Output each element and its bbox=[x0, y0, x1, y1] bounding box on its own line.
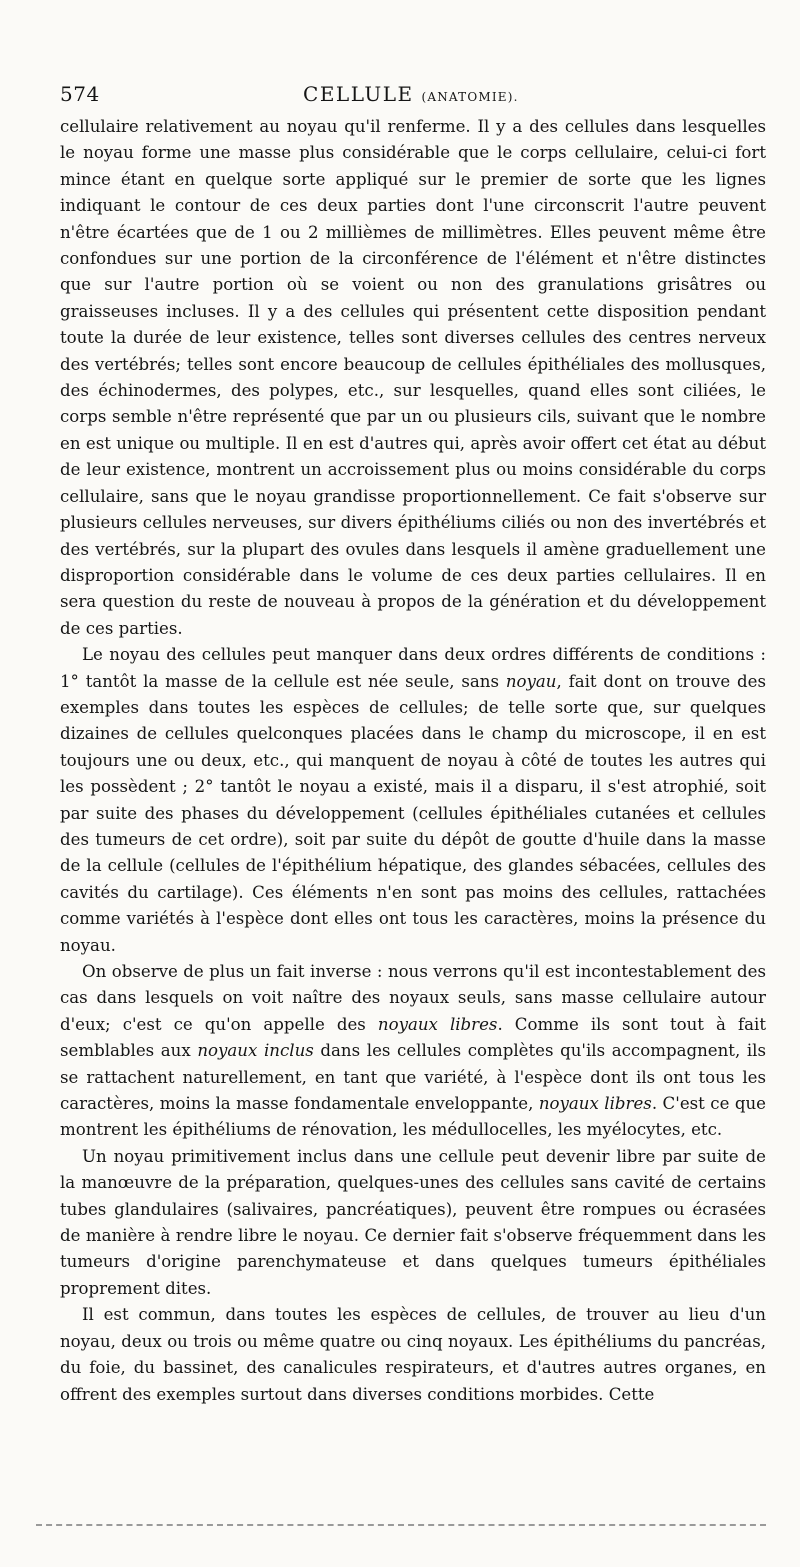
text-run: . Comme ils sont tout à fait semblables aux bbox=[60, 1014, 766, 1061]
paragraph bbox=[60, 1144, 766, 1302]
italic-term: noyau bbox=[505, 671, 557, 691]
text-run: dans les cellules complètes qu'ils accompagnent, ils se rattachent naturellement, en tant que variété, à l'espèce dont ils ont tous les caractères, moins la masse fondamentale enveloppante, bbox=[60, 1041, 766, 1114]
running-head-subtitle: (ANATOMIE). bbox=[421, 90, 519, 104]
paragraph bbox=[60, 1302, 766, 1408]
paragraph bbox=[60, 114, 766, 642]
page-header bbox=[60, 82, 766, 108]
text-run: cellulaire relativement au noyau qu'il renferme. Il y a des cellules dans lesquelles le noyau forme une masse plus considérable que le corps cellulaire, celui-ci fort mince étant en quelque sorte appliqué sur le premier de sorte que les lignes indiquant le contour de ces deux parties dont l'une circonscrit l'autre peuvent n'être écartées que de 1 ou 2 millièmes de millimètres. Elles peuvent même être confondues sur une portion de la circonférence de l'élément et n'être distinctes que sur l'autre portion où se voient ou non des granulations grisâtres ou graisseuses incluses. Il y a des cellules qui présentent cette disposition pendant toute la durée de leur existence, telles sont diverses cellules des centres nerveux des vertébrés; telles sont encore beaucoup de cellules épithéliales des mollusques, des échinodermes, des polypes, etc., sur lesquelles, quand elles sont ciliées, le corps semble n'être représenté que par un ou plusieurs cils, suivant que le nombre en est unique ou multiple. Il en est d'autres qui, après avoir offert cet état au début de leur existence, montrent un accroissement plus ou moins considérable du corps cellulaire, sans que le noyau grandisse proportionnellement. Ce fait s'observe sur plusieurs cellules nerveuses, sur divers épithéliums ciliés ou non des invertébrés et des vertébrés, sur la plupart des ovules dans lesquels il amène graduellement une disproportion considérable dans le volume de ces deux parties cellulaires. Il en sera question du reste de nouveau à propos de la génération et du développement de ces parties. bbox=[60, 117, 766, 638]
text-run: Il est commun, dans toutes les espèces de cellules, de trouver au lieu d'un noyau, deux ou trois ou même quatre ou cinq noyaux. Les épithéliums du pancréas, du foie, du bassinet, des canalicules respirateurs, et d'autres autres organes, en offrent des exemples surtout dans diverses conditions morbides. Cette bbox=[60, 1305, 766, 1404]
italic-term: noyaux libres bbox=[538, 1094, 652, 1114]
paragraph bbox=[60, 959, 766, 1144]
running-head bbox=[100, 82, 766, 106]
running-head-title: CELLULE bbox=[303, 82, 414, 106]
paragraph bbox=[60, 642, 766, 959]
italic-term: noyaux inclus bbox=[197, 1041, 314, 1061]
text-run: On observe de plus un fait inverse : nous verrons qu'il est incontestablement des cas dans lesquels on voit naître des noyaux seuls, sans masse cellulaire autour d'eux; c'est ce qu'on appelle des bbox=[60, 962, 766, 1034]
document-body bbox=[60, 114, 766, 1408]
text-run: , fait dont on trouve des exemples dans toutes les espèces de cellules; de telle sorte que, sur quelques dizaines de cellules quelconques placées dans le champ du microscope, il en est toujours une ou deux, etc., qui manquent de noyau à côté de toutes les autres qui les possèdent ; 2° tantôt le noyau a existé, mais il a disparu, il s'est atrophié, soit par suite des phases du développement (cellules épithéliales cutanées et cellules des tumeurs de cet ordre), soit par suite du dépôt de goutte d'huile dans la masse de la cellule (cellules de l'épithélium hépatique, des glandes sébacées, cellules des cavités du cartilage). Ces éléments n'en sont pas moins des cellules, rattachées comme variétés à l'espèce dont elles ont tous les caractères, moins la présence du noyau. bbox=[60, 671, 766, 955]
text-run: Le noyau des cellules peut manquer dans deux ordres différents de conditions : 1° tantôt la masse de la cellule est née seule, sans bbox=[60, 645, 766, 691]
footer-rule bbox=[36, 1524, 766, 1526]
italic-term: noyaux libres bbox=[377, 1014, 498, 1034]
document-page bbox=[60, 82, 766, 1408]
text-run: . C'est ce que montrent les épithéliums de rénovation, les médullocelles, les myélocytes, etc. bbox=[60, 1094, 766, 1140]
page-number: 574 bbox=[60, 82, 100, 106]
text-run: Un noyau primitivement inclus dans une cellule peut devenir libre par suite de la manœuvre de la préparation, quelques-unes des cellules sans cavité de certains tubes glandulaires (salivaires, pancréatiques), peuvent être rompues ou écrasées de manière à rendre libre le noyau. Ce dernier fait s'observe fréquemment dans les tumeurs d'origine parenchymateuse et dans quelques tumeurs épithéliales proprement dites. bbox=[60, 1146, 766, 1298]
